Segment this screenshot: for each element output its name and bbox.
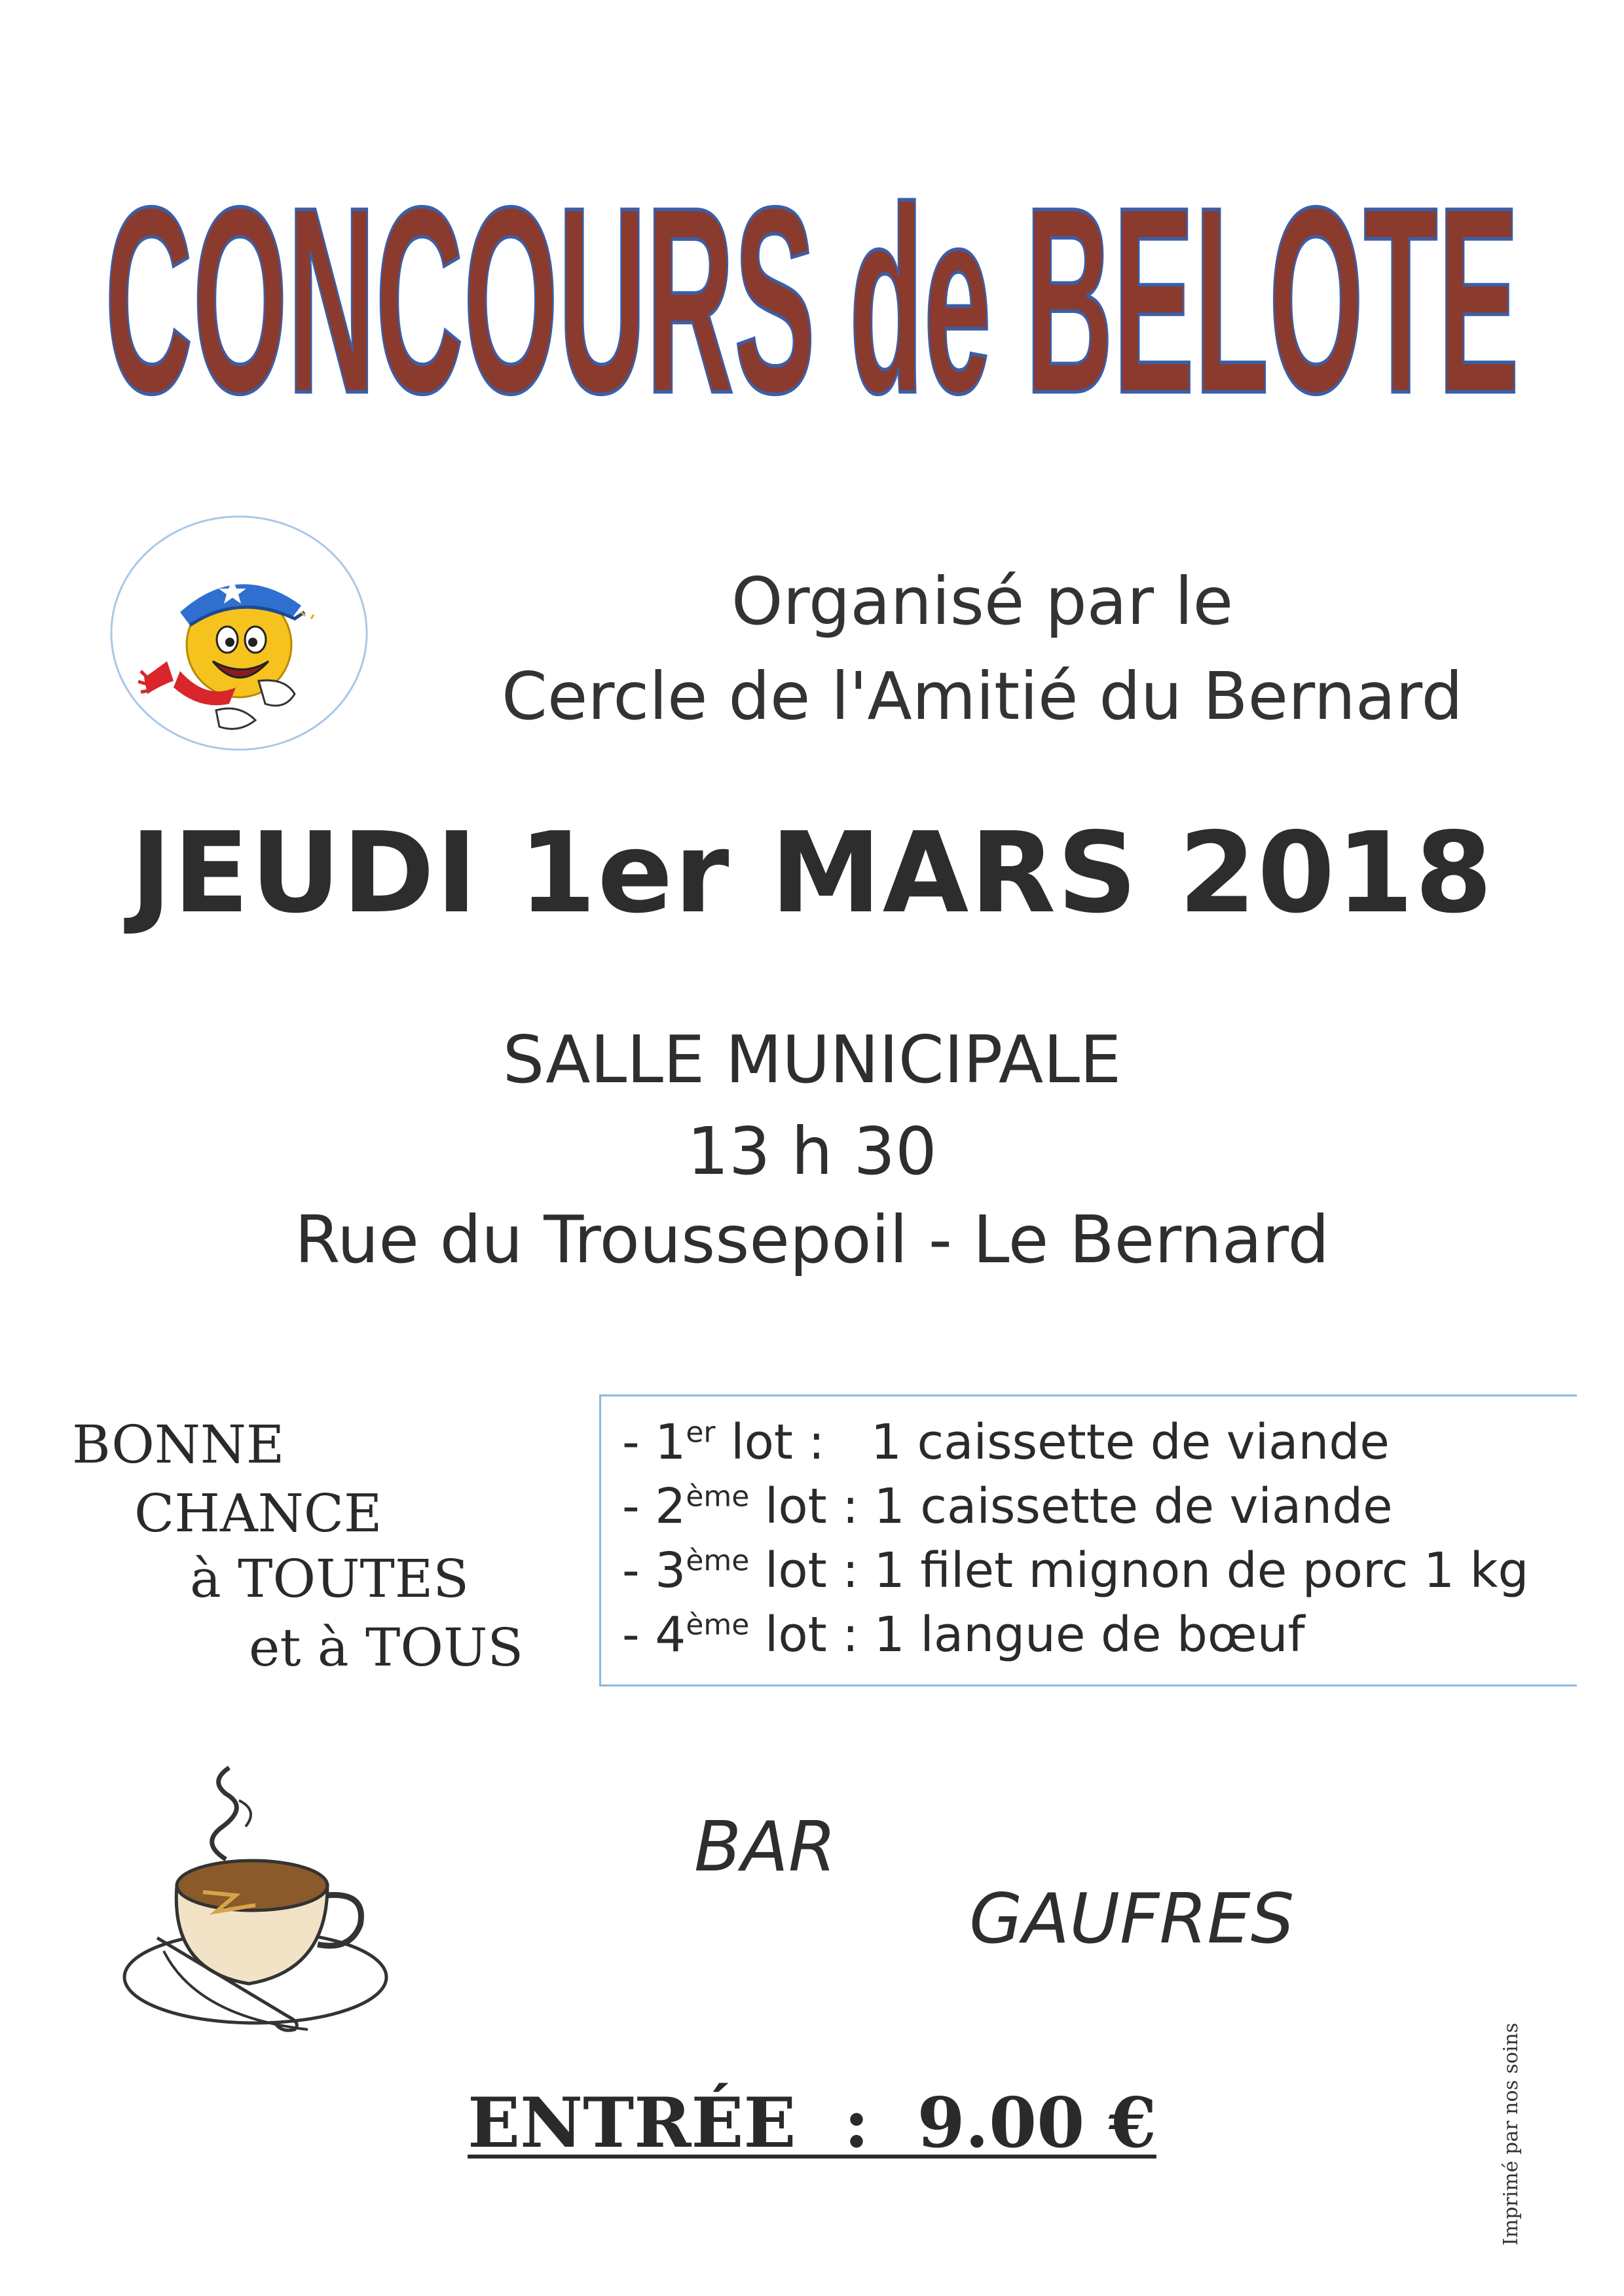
event-hall: SALLE MUNICIPALE (502, 1021, 1122, 1098)
printed-note: Imprimé par nos soins (1500, 2022, 1522, 2246)
bar-label: BAR (694, 1807, 836, 1887)
good-luck-line-1: BONNE (72, 1414, 285, 1475)
event-street: Rue du Troussepoil - Le Bernard (294, 1201, 1330, 1278)
prize-item: - 3ème lot : 1 filet mignon de porc 1 kg (622, 1542, 1529, 1599)
poster-title (0, 118, 1624, 458)
good-luck-line-4: et à TOUS (249, 1617, 524, 1678)
coffee-cup-icon (118, 1755, 399, 2043)
prize-item: - 1er lot : 1 caissette de viande (622, 1414, 1390, 1470)
entry-fee (0, 2082, 1624, 2163)
organizer-line-1: Organisé par le (731, 563, 1234, 640)
gaufres-label: GAUFRES (969, 1879, 1295, 1959)
good-luck-line-3: à TOUTES (190, 1548, 470, 1609)
entry-fee-text: ENTRÉE : 9.00 € (468, 2082, 1156, 2163)
prize-item: - 2ème lot : 1 caissette de viande (622, 1478, 1393, 1535)
organizer-line-2: Cercle de l'Amitié du Bernard (502, 658, 1463, 735)
title-text: CONCOURS de BELOTE (105, 151, 1520, 448)
club-logo (108, 514, 370, 753)
event-time: 13 h 30 (687, 1113, 937, 1190)
event-date: JEUDI 1er MARS 2018 (130, 809, 1494, 938)
smiley-cap-scarf-icon (138, 579, 314, 729)
prize-item: - 4ème lot : 1 langue de bœuf (622, 1607, 1305, 1663)
good-luck-line-2: CHANCE (134, 1483, 382, 1544)
